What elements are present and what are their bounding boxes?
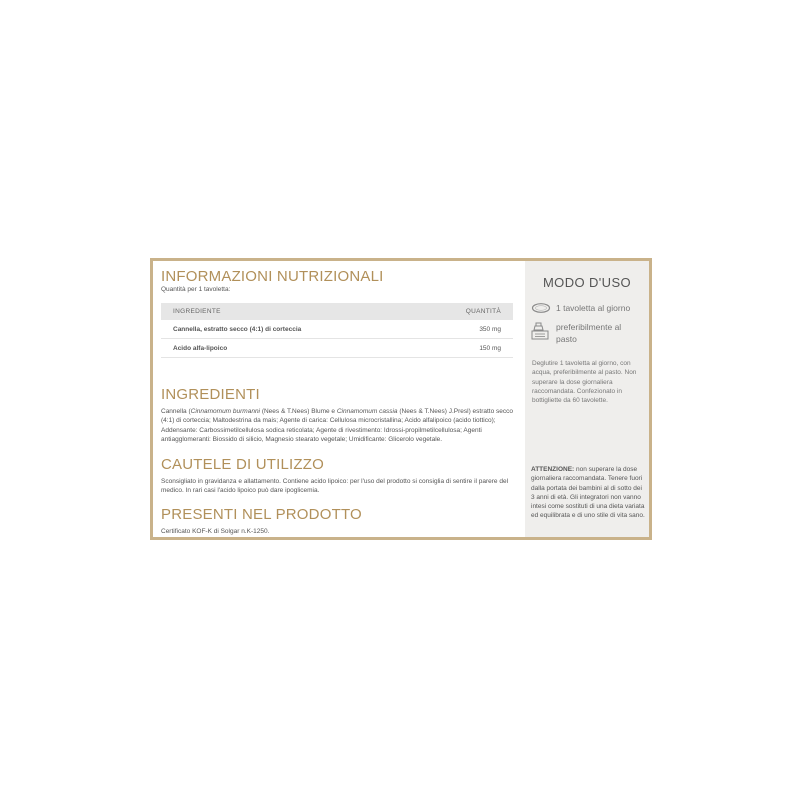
present-title: PRESENTI NEL PRODOTTO: [161, 506, 362, 523]
warning-text: ATTENZIONE: non superare la dose giornaliera raccomandata. Tenere fuori dalla portata dei bambini al di sotto dei 3 anni di età. Gli integratori non vanno intesi come sostituti di una dieta variata ed equilibrata e di uno stile di vita sano.: [531, 466, 645, 520]
usage-panel: [525, 261, 649, 537]
ingredient-quantity: 150 mg: [479, 344, 501, 352]
ingredient-name: Acido alfa-lipoico: [173, 344, 228, 352]
usage-item: [531, 321, 643, 345]
ingredients-title: INGREDIENTI: [161, 386, 260, 403]
ingredient-column-header: INGREDIENTE: [173, 308, 221, 315]
quantity-column-header: QUANTITÀ: [465, 308, 501, 315]
present-text: Certificato KOF-K di Solgar n.K-1250.: [161, 528, 270, 535]
present-section: [161, 507, 517, 536]
nutrition-title: INFORMAZIONI NUTRIZIONALI: [161, 268, 384, 285]
serving-size-text: Quantità per 1 tavoletta:: [161, 286, 231, 293]
usage-item: [531, 302, 643, 317]
nutrition-info-card: [150, 258, 652, 540]
nutrition-table: [161, 303, 513, 358]
table-row: [161, 320, 513, 339]
cautions-title: CAUTELE DI UTILIZZO: [161, 456, 324, 473]
ingredient-quantity: 350 mg: [479, 325, 501, 333]
tablet-icon: [531, 302, 551, 317]
ingredient-name: Cannella, estratto secco (4:1) di corteccia: [173, 325, 302, 333]
species-name: Cinnamomum cassia: [336, 408, 398, 415]
table-row: [161, 339, 513, 358]
ingredients-section: [161, 387, 517, 444]
usage-item-label: preferibilmente al pasto: [556, 322, 622, 344]
species-name: Cinnamomum burmanni: [190, 408, 261, 415]
cautions-text: Sconsigliato in gravidanza e allattamento. Contiene acido lipoico: per l'uso del prodotto si consiglia di sentire il parere del medico. In rari casi l'acido lipoico può dare ipoglicemia.: [161, 478, 509, 495]
info-left-panel: [153, 261, 525, 537]
usage-title: MODO D'USO: [542, 275, 632, 290]
meal-icon: [531, 321, 551, 344]
cautions-section: [161, 457, 517, 496]
usage-item-label: 1 tavoletta al giorno: [556, 303, 631, 313]
usage-description: Deglutire 1 tavoletta al giorno, con acqua, preferibilmente al pasto. Non superare la dose giornaliera raccomandata. Confezionato in bottigliette da 60 tavolette.: [532, 360, 637, 405]
ingredients-text: Cannella (Cinnamomum burmanni (Nees & T.Nees) Blume e Cinnamomum cassia (Nees & T.Nees) J.Presl) estratto secco (4:1) di corteccia; Maltodestrina da mais; Agente di carica: Cellulosa microcristallina; Acido alfalipoico (acido tiottico); Addensante: Carbossimetilcellulosa sodica reticolata; Agente di rivestimento: Idrossi-propilmetilcellulosa; Agenti antiagglomeranti: Biossido di silicio, Magnesio stearato vegetale; Umidificante: Glicerolo vegetale.: [161, 408, 514, 443]
warning-label: ATTENZIONE:: [531, 466, 575, 473]
table-header: [161, 303, 513, 320]
